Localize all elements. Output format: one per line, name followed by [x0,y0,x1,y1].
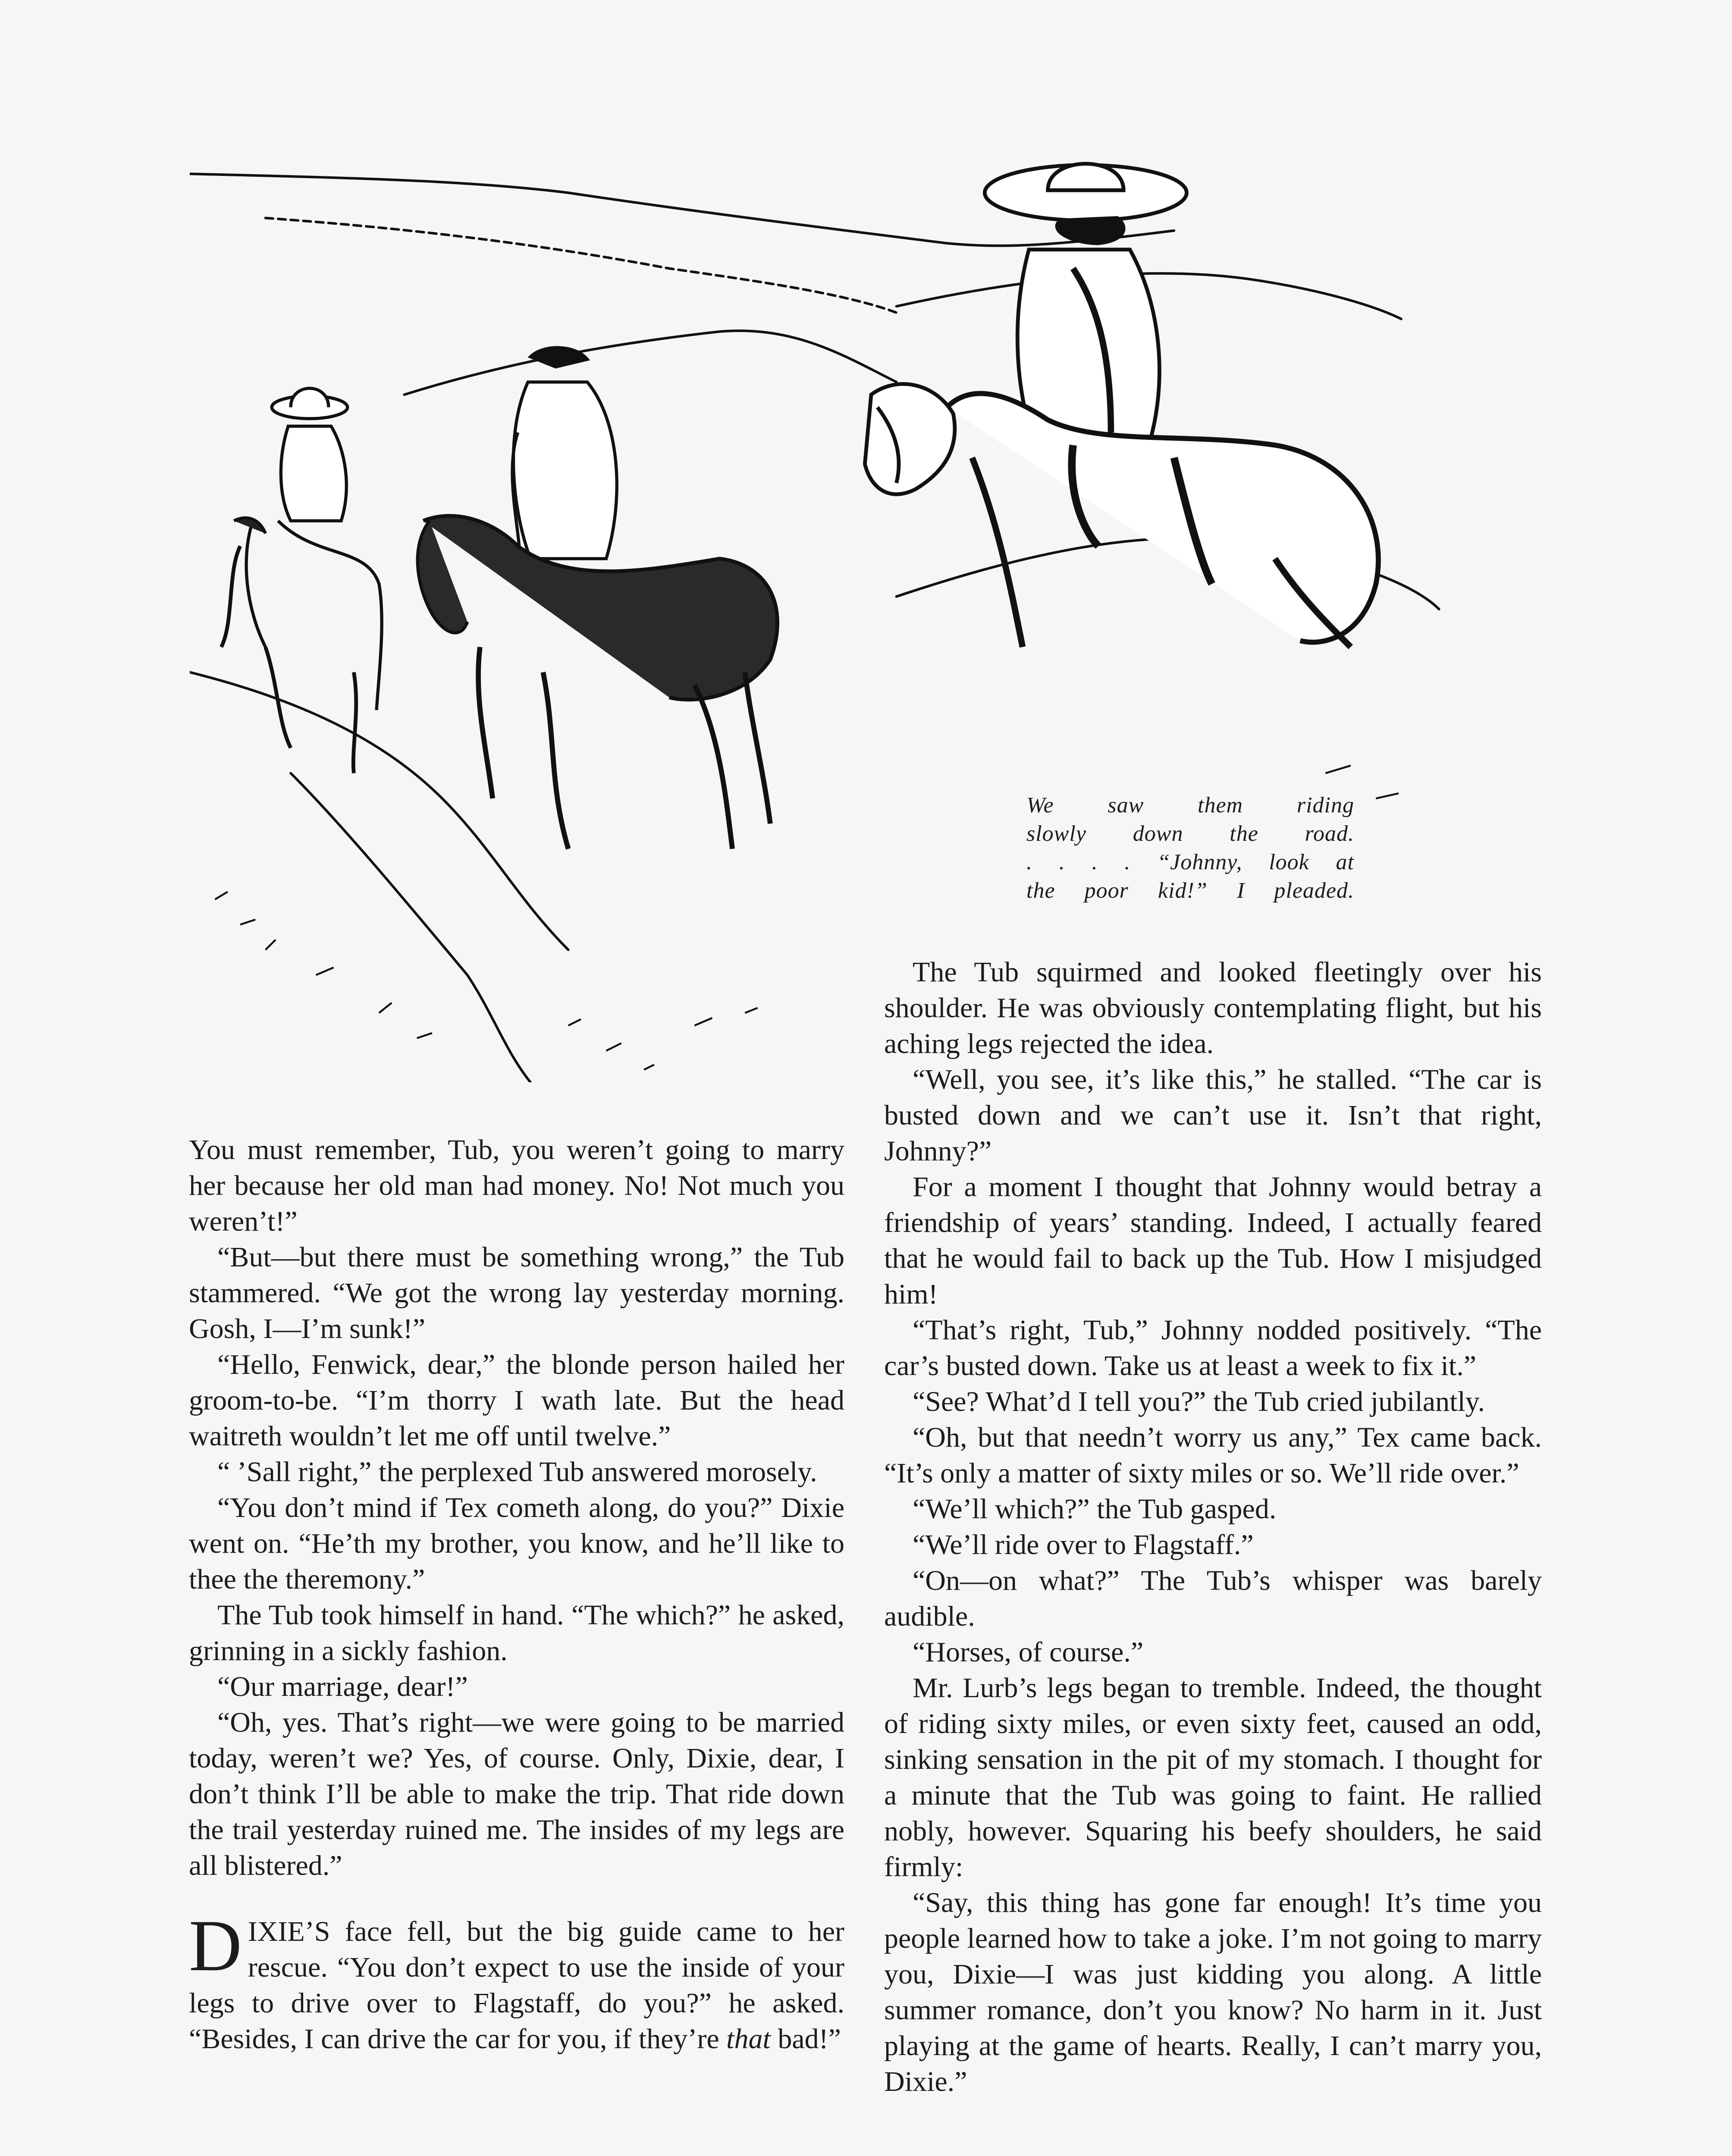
paragraph: “We’ll which?” the Tub gasped. [913,1493,1277,1525]
paragraph: “Well, you see, it’s like this,” he stalled. “The car is busted down and we can’t use it. Isn’t that right, Johnny?” [884,1064,1542,1167]
paragraph: Mr. Lurb’s legs began to tremble. Indeed, the thought of riding sixty miles, or even sixty feet, caused an odd, sinking sensation in the pit of my stomach. I thought for a minute that the Tub was going to faint. He rallied nobly, however. Squaring his beefy shoulders, he said firmly: [884,1672,1542,1883]
paragraph: “Hello, Fenwick, dear,” the blonde person hailed her groom-to-be. “I’m thorry I wath late. But the head waitreth wouldn’t let me off until twelve.” [189,1349,844,1452]
paragraph: “See? What’d I tell you?” the Tub cried jubilantly. [913,1386,1485,1417]
paragraph: For a moment I thought that Johnny would betray a friendship of years’ standing. Indeed, I actually feared that he would fail to back up the Tub. How I misjudged him! [884,1171,1542,1310]
illustration [190,142,1553,1082]
paragraph: “But—but there must be something wrong,” the Tub stammered. “We got the wrong lay yesterday morning. Gosh, I—I’m sunk!” [189,1241,844,1344]
dropcap-paragraph-lead: IXIE’S face fell, but the big guide came to her rescue. “You don’t expect to use the inside of your legs to drive over to Flagstaff, do you?” he asked. “Besides, I can drive the car for you, if they’re [189,1916,844,2055]
paragraph: “On—on what?” The Tub’s whisper was barely audible. [884,1565,1542,1632]
trail-edge-2 [291,773,530,1082]
paragraph: “ ’Sall right,” the perplexed Tub answered morosely. [217,1456,817,1488]
paragraph: “That’s right, Tub,” Johnny nodded positively. “The car’s busted down. Take us at least a week to fix it.” [884,1314,1542,1382]
right-text-column [884,954,1542,2100]
dropcap-paragraph-tail: bad!” [770,2023,841,2055]
trail-edge [190,672,568,950]
illustration-caption: We saw them riding slowly down the road. . . . . “Johnny, look at the poor kid!” I pleaded. [1026,793,1354,903]
rider-large [865,164,1378,647]
paragraph: “Say, this thing has gone far enough! It’s time you people learned how to take a joke. I’m not going to marry you, Dixie—I was just kidding you along. A little summer romance, don’t you know? No harm in it. Just playing at the game of hearts. Really, I can’t marry you, Dixie.” [884,1887,1542,2097]
paragraph: The Tub squirmed and looked fleetingly over his shoulder. He was obviously contemplating flight, but his aching legs rejected the idea. [884,956,1542,1059]
left-text-column [189,1132,844,2057]
rider-small [221,389,382,773]
paragraph: “Horses, of course.” [913,1636,1144,1668]
paragraph: The Tub took himself in hand. “The which?” he asked, grinning in a sickly fashion. [189,1599,844,1667]
hill-line-2 [266,218,897,313]
paragraph: “Oh, yes. That’s right—we were going to be married today, weren’t we? Yes, of course. Only, Dixie, dear, I don’t think I’ll be able to make the trip. That ride down the trail yesterday ruined me. The insides of my legs are all blistered.” [189,1707,844,1881]
ridge-line [404,331,896,395]
rider-middle [417,348,777,849]
paragraph: “We’ll ride over to Flagstaff.” [913,1529,1254,1561]
paragraph: “You don’t mind if Tex cometh along, do you?” Dixie went on. “He’th my brother, you know, and he’ll like to thee the theremony.” [189,1492,844,1595]
dropcap-paragraph [189,1905,844,2057]
emphasis: that [726,2023,771,2055]
paragraph: “Our marriage, dear!” [217,1671,468,1702]
paragraph: You must remember, Tub, you weren’t going to marry her because her old man had money. No! Not much you weren’t!” [189,1134,844,1237]
paragraph: “Oh, but that needn’t worry us any,” Tex came back. “It’s only a matter of sixty miles or so. We’ll ride over.” [884,1422,1542,1489]
drop-cap: D [189,1905,242,1986]
